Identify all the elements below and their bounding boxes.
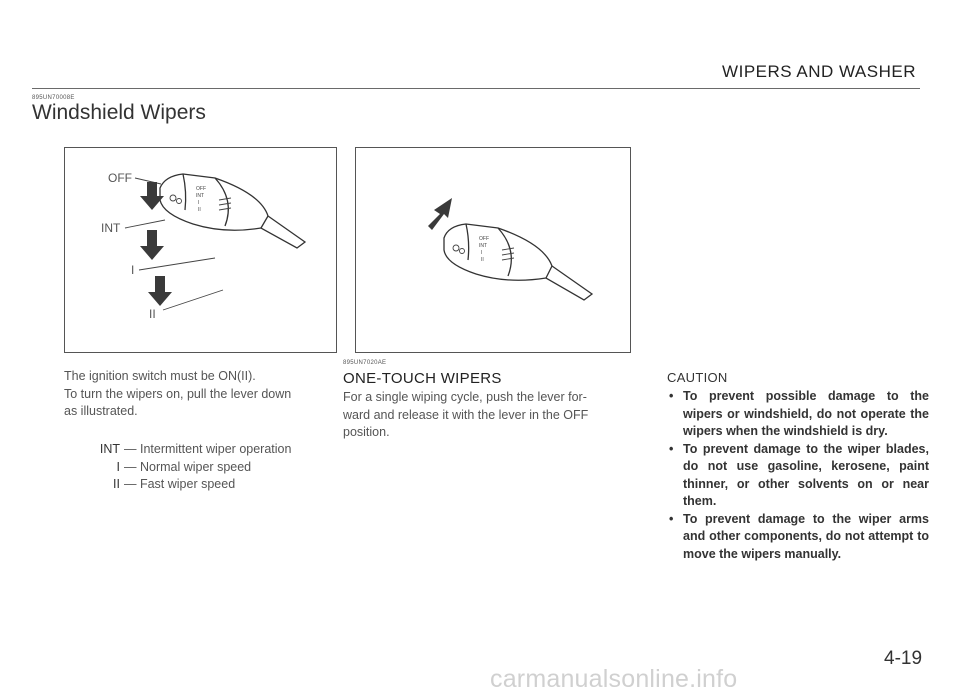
marking-i: I [481,250,483,256]
caution-item: • To prevent damage to the wiper arms and other components, do not attempt to move the wipers manually. [667,511,929,564]
position-label-off: OFF [108,171,132,185]
instruction-line: For a single wiping cycle, push the lever for- [343,390,587,404]
marking-off: OFF [196,186,206,192]
switch-markings [479,236,489,263]
arrow-up-forward-icon [428,198,452,230]
position-label-i: I [131,263,135,277]
instruction-line: as illustrated. [64,404,138,418]
legend-text: — Intermittent wiper operation [124,442,292,456]
caution-list [667,388,929,563]
one-touch-lever-diagram [356,148,630,352]
legend-key: INT [99,442,120,456]
header-rule [32,88,920,89]
legend-text: — Normal wiper speed [124,459,252,474]
instruction-line: The ignition switch must be ON(II). [64,369,256,383]
caution-item: • To prevent damage to the wiper blades, do not use gasoline, kerosene, paint thinner, or other solvents on or near them. [667,441,929,511]
instruction-line: position. [343,425,390,439]
watermark: carmanualsonline.info [490,665,738,693]
position-label-int: INT [101,221,121,235]
speed-legend [86,441,291,494]
marking-int: INT [196,193,205,199]
marking-off: OFF [479,236,489,242]
position-label-ii: II [149,307,156,321]
section-ref-code: 895UN70008E [32,95,75,101]
marking-ii: II [198,207,201,213]
legend-key: II [113,477,120,491]
arrow-down-icon [140,182,172,306]
position-pointer-lines [125,178,223,310]
one-touch-heading: ONE-TOUCH WIPERS [343,370,502,387]
instruction-line: ward and release it with the lever in the OFF [343,407,589,422]
caution-item: • To prevent possible damage to the wipers or windshield, do not operate the wipers when the windshield is dry. [667,388,929,441]
section-header: WIPERS AND WASHER [722,62,916,81]
legend-row [86,476,291,494]
marking-ii: II [481,257,484,263]
switch-markings [196,186,206,213]
one-touch-wiper-figure [355,147,631,353]
legend-text: — Fast wiper speed [124,477,236,491]
legend-row [86,441,291,459]
left-instructions [64,368,339,421]
figure-ref-code: 895UN7020AE [343,360,387,366]
legend-row [86,459,291,477]
one-touch-instructions [343,389,633,442]
instruction-line: To turn the wipers on, pull the lever down [64,386,292,401]
caution-heading: CAUTION [667,370,728,385]
wiper-lever-positions-figure [64,147,337,353]
caution-box [667,370,929,563]
marking-int: INT [479,243,488,249]
page-title: Windshield Wipers [32,101,206,124]
wiper-lever-diagram [65,148,336,352]
wiper-lever-stalk [444,224,592,300]
page-number: 4-19 [884,648,923,669]
legend-key: I [116,459,120,474]
marking-i: I [198,200,200,206]
wiper-lever-stalk [160,174,305,248]
